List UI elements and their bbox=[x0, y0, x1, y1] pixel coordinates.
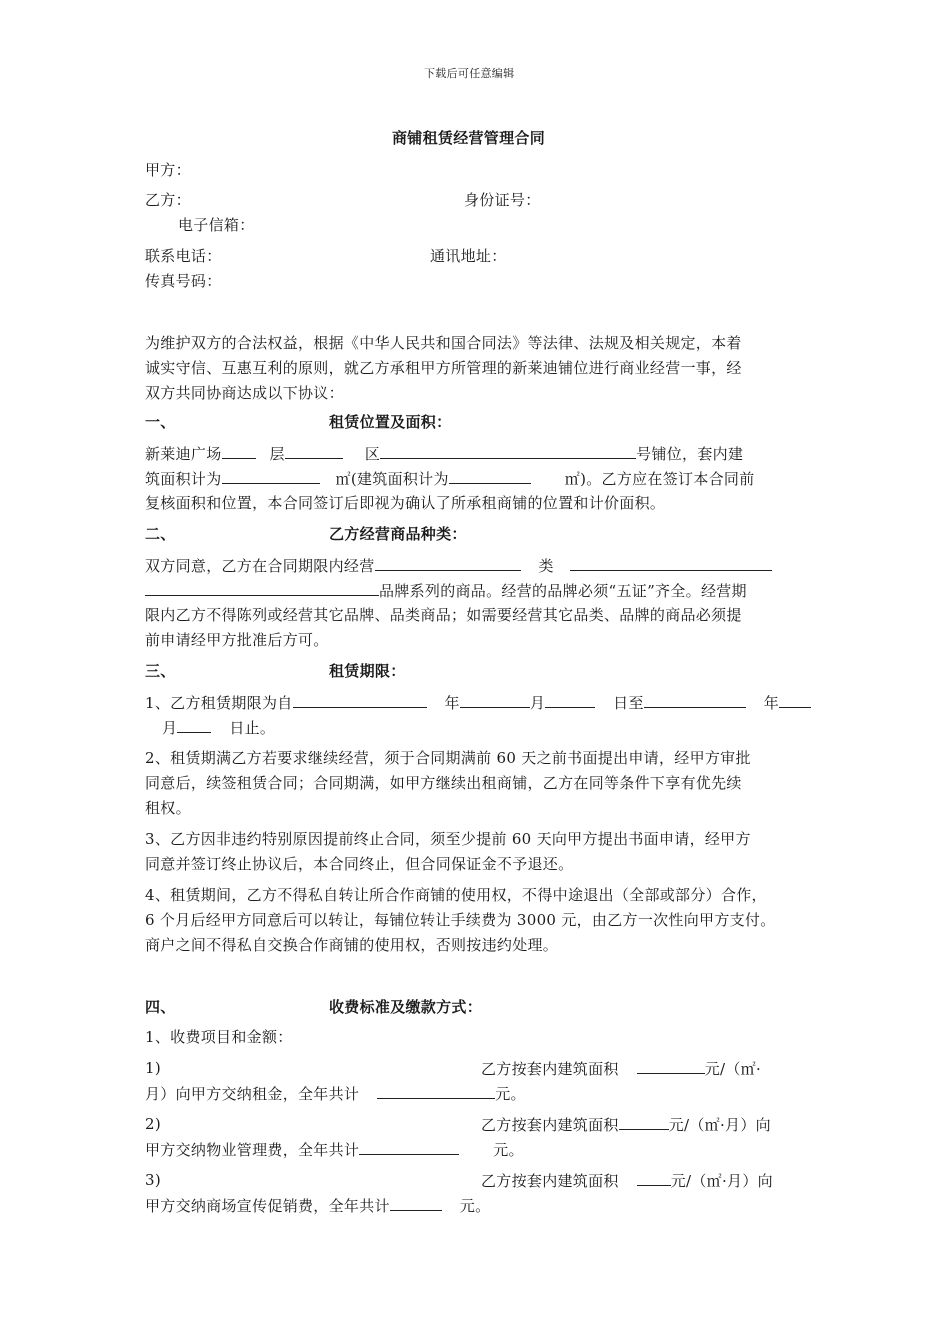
blank-start-month bbox=[460, 689, 530, 708]
text-fragment: 乙方按套内建筑面积 bbox=[481, 1116, 619, 1134]
text-fragment: 甲方交纳商场宣传促销费，全年共计 bbox=[145, 1197, 390, 1215]
text-fragment: 月）向甲方交纳租金，全年共计 bbox=[145, 1085, 360, 1103]
text-fragment: ㎡(建筑面积计为 bbox=[335, 470, 449, 488]
section-1-line-3: 复核面积和位置，本合同签订后即视为确认了所承租商铺的位置和计价面积。 bbox=[145, 494, 666, 512]
section-4-title: 收费标准及缴款方式： bbox=[329, 998, 483, 1016]
intro-line: 为维护双方的合法权益，根据《中华人民共和国合同法》等法律、法规及相关规定，本着 bbox=[145, 334, 742, 352]
text-fragment: 号铺位，套内建 bbox=[636, 445, 744, 463]
blank-property-rate bbox=[619, 1111, 669, 1130]
text-fragment: 1、乙方租赁期限为自 bbox=[145, 694, 293, 712]
blank-start-day bbox=[545, 689, 595, 708]
term-item-3-line: 同意并签订终止协议后，本合同终止，但合同保证金不予退还。 bbox=[145, 855, 574, 873]
section-3-number: 三、 bbox=[145, 662, 176, 680]
text-fragment: 新莱迪广场 bbox=[145, 445, 222, 463]
text-fragment: 元。 bbox=[495, 1085, 526, 1103]
blank-rent-rate bbox=[637, 1055, 705, 1074]
blank-end-year bbox=[644, 689, 746, 708]
term-item-2-line: 租权。 bbox=[145, 799, 191, 817]
term-item-2-line: 同意后，续签租赁合同；合同期满，如甲方继续出租商铺，乙方在同等条件下享有优先续 bbox=[145, 774, 742, 792]
fee-1-number: 1) bbox=[145, 1059, 161, 1077]
text-fragment: 双方同意，乙方在合同期限内经营 bbox=[145, 557, 375, 575]
email-label: 电子信箱： bbox=[178, 216, 255, 234]
term-item-3-line: 3、乙方因非违约特别原因提前终止合同，须至少提前 60 天向甲方提出书面申请，经甲方 bbox=[145, 830, 751, 848]
text-fragment: 元。 bbox=[493, 1141, 524, 1159]
section-1-line-1 bbox=[145, 440, 743, 467]
blank-category bbox=[375, 552, 521, 571]
fee-3-line-1 bbox=[481, 1167, 773, 1194]
address-label: 通讯地址： bbox=[430, 247, 507, 265]
text-fragment: 日至 bbox=[613, 694, 644, 712]
fee-2-line-1 bbox=[481, 1111, 771, 1138]
blank-end-day bbox=[177, 714, 211, 733]
blank-category-detail bbox=[570, 552, 772, 571]
section-1-line-2 bbox=[145, 465, 755, 492]
document-title: 商铺租赁经营管理合同 bbox=[392, 129, 546, 147]
fee-2-number: 2) bbox=[145, 1115, 161, 1133]
blank-promo-rate bbox=[637, 1167, 671, 1186]
section-2-line-4: 前申请经甲方批准后方可。 bbox=[145, 631, 329, 649]
blank-start-year bbox=[293, 689, 427, 708]
text-fragment: 元/（㎡·月）向 bbox=[670, 1172, 773, 1190]
blank-property-total bbox=[359, 1136, 459, 1155]
section-2-line-1 bbox=[145, 552, 772, 579]
blank-zone bbox=[285, 440, 343, 459]
fee-3-number: 3) bbox=[145, 1171, 161, 1189]
blank-shop-number bbox=[380, 440, 636, 459]
text-fragment: 元/（㎡·月）向 bbox=[668, 1116, 771, 1134]
intro-line: 诚实守信、互惠互利的原则，就乙方承租甲方所管理的新莱迪铺位进行商业经营一事，经 bbox=[145, 359, 742, 377]
text-fragment: 年 bbox=[763, 694, 780, 712]
text-fragment: 品牌系列的商品。经营的品牌必须“五证”齐全。经营期 bbox=[379, 582, 747, 600]
fee-1-line-1 bbox=[481, 1055, 761, 1082]
text-fragment: 乙方按套内建筑面积 bbox=[481, 1060, 619, 1078]
section-1-title: 租赁位置及面积： bbox=[329, 413, 452, 431]
blank-end-month bbox=[779, 689, 811, 708]
section-2-number: 二、 bbox=[145, 525, 176, 543]
section-2-line-2 bbox=[145, 577, 747, 604]
fee-3-line-2 bbox=[145, 1192, 490, 1219]
term-item-1-line-2 bbox=[162, 714, 275, 741]
text-fragment: 乙方按套内建筑面积 bbox=[481, 1172, 619, 1190]
party-a-label: 甲方： bbox=[145, 161, 191, 179]
text-fragment: 筑面积计为 bbox=[145, 470, 222, 488]
text-fragment: 年 bbox=[444, 694, 460, 712]
party-b-label: 乙方： bbox=[145, 191, 191, 209]
section-2-line-3: 限内乙方不得陈列或经营其它品牌、品类商品；如需要经营其它品类、品牌的商品必须提 bbox=[145, 606, 742, 624]
intro-line: 双方共同协商达成以下协议： bbox=[145, 384, 344, 402]
section-1-number: 一、 bbox=[145, 413, 176, 431]
section-3-title: 租赁期限： bbox=[329, 662, 406, 680]
term-item-4-line: 商户之间不得私自交换合作商铺的使用权，否则按违约处理。 bbox=[145, 936, 559, 954]
fax-label: 传真号码： bbox=[145, 272, 222, 290]
blank-rent-total bbox=[377, 1080, 495, 1099]
blank-promo-total bbox=[390, 1192, 442, 1211]
header-note: 下载后可任意编辑 bbox=[424, 67, 515, 80]
text-fragment: 月 bbox=[529, 694, 546, 712]
blank-brand bbox=[145, 577, 379, 596]
fee-1-line-2 bbox=[145, 1080, 526, 1107]
term-item-2-line: 2、租赁期满乙方若要求继续经营，须于合同期满前 60 天之前书面提出申请，经甲方审批 bbox=[145, 749, 751, 767]
text-fragment: 类 bbox=[538, 557, 554, 575]
text-fragment: 区 bbox=[364, 445, 381, 463]
fee-2-line-2 bbox=[145, 1136, 524, 1163]
text-fragment: 甲方交纳物业管理费，全年共计 bbox=[145, 1141, 360, 1159]
term-item-4-line: 6 个月后经甲方同意后可以转让，每铺位转让手续费为 3000 元，由乙方一次性向甲方支付。 bbox=[145, 911, 776, 929]
text-fragment: ㎡)。乙方应在签订本合同前 bbox=[564, 470, 755, 488]
text-fragment: 月 bbox=[162, 719, 178, 737]
fees-subheading: 1、收费项目和金额： bbox=[145, 1028, 293, 1046]
phone-label: 联系电话： bbox=[145, 247, 222, 265]
text-fragment: 层 bbox=[269, 445, 285, 463]
text-fragment: 日止。 bbox=[229, 719, 276, 737]
id-number-label: 身份证号： bbox=[464, 191, 541, 209]
blank-building-area bbox=[449, 465, 531, 484]
text-fragment: 元。 bbox=[459, 1197, 491, 1215]
text-fragment: 元/（㎡· bbox=[704, 1060, 762, 1078]
term-item-4-line: 4、租赁期间，乙方不得私自转让所合作商铺的使用权，不得中途退出（全部或部分）合作， bbox=[145, 886, 767, 904]
term-item-1-line-1 bbox=[145, 689, 811, 716]
blank-inner-area bbox=[222, 465, 320, 484]
blank-floor bbox=[222, 440, 256, 459]
section-2-title: 乙方经营商品种类： bbox=[329, 525, 467, 543]
section-4-number: 四、 bbox=[145, 998, 176, 1016]
